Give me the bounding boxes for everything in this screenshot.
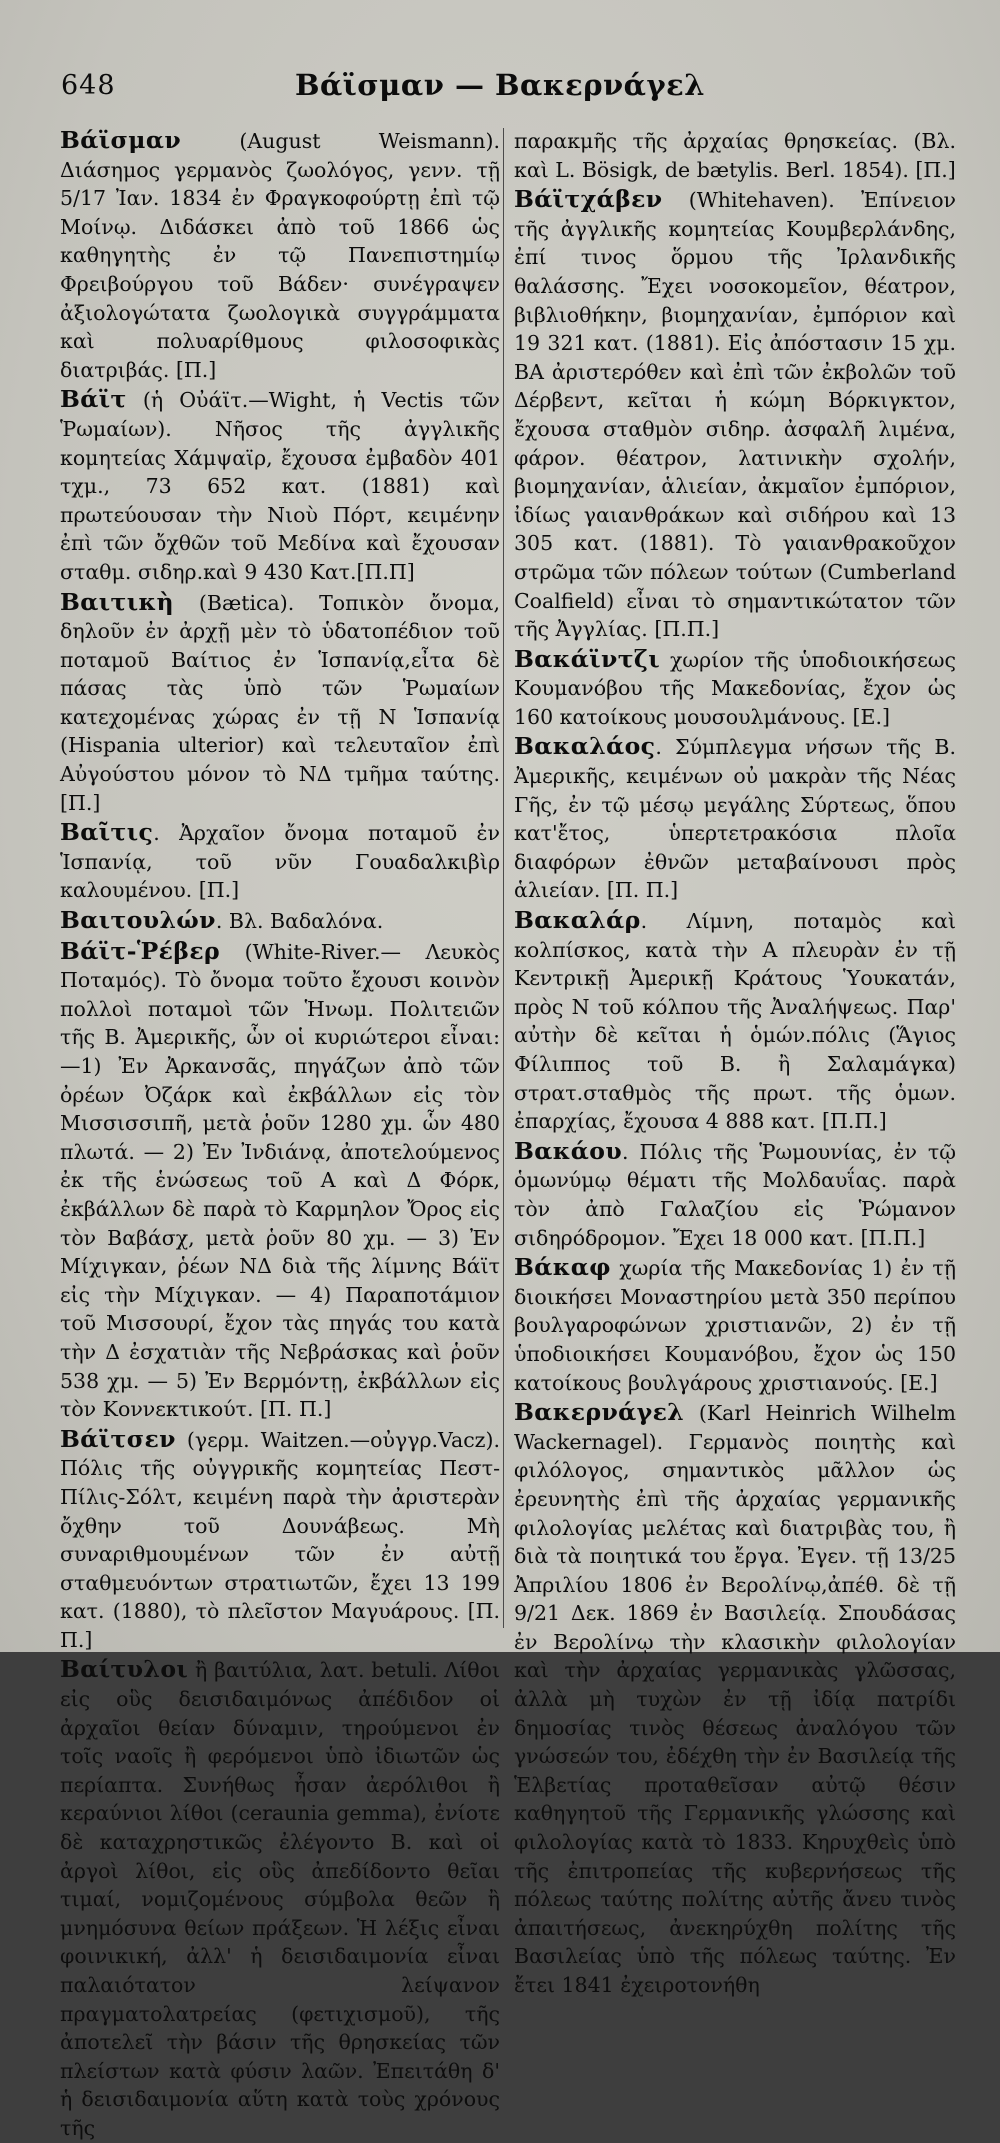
entry-headword: Βαῖτις <box>60 818 154 847</box>
entry <box>514 185 956 644</box>
entry-headword: Βακαλάρ <box>514 906 641 935</box>
entry-text: (Bætica). Τοπικὸν ὄνομα, δηλοῦν ἐν ἀρχῇ μὲν τὸ ὑδατοπέδιον τοῦ ποταμοῦ Βαίτιος ἐν Ἱσπανίᾳ,εἶτα δὲ πάσας τὰς ὑπὸ τῶν Ῥωμαίων κατεχομένας χώρας ἐν τῇ Ν Ἱσπανίᾳ (Hispania ulterior) καὶ τελευταῖον ἐπὶ Αὐγούστου μόνον τὸ ΝΔ τμῆμα ταύτης. [Π.] <box>60 590 500 815</box>
entry <box>60 1425 500 1655</box>
left-column <box>60 126 500 2140</box>
entry <box>60 906 500 936</box>
entry <box>514 1253 956 1397</box>
entry-headword: Βακερνάγελ <box>514 1398 685 1427</box>
entry-headword: Βάϊτ <box>60 385 127 414</box>
entry <box>514 732 956 905</box>
entry-headword: Βαιτουλών <box>60 906 216 935</box>
entry-headword: Βακαλάος <box>514 732 656 761</box>
entry-text: (White-River.— Λευκὸς Ποταμός). Τὸ ὄνομα τοῦτο ἔχουσι κοινὸν πολλοὶ ποταμοὶ τῶν Ἡνωμ. Πολιτειῶν τῆς Β. Ἀμερικῆς, ὧν οἱ κυριώτεροι εἶναι:—1) Ἐν Ἀρκανσᾶς, πηγάζων ἀπὸ τῶν ὀρέων Ὀζάρκ καὶ ἐκβάλλων εἰς τὸν Μισσισσιπῆ, μετὰ ῥοῦν 1280 χμ. ὧν 480 πλωτά. — 2) Ἐν Ἰνδιάνᾳ, ἀποτελούμενος ἐκ τῆς ἑνώσεως τοῦ Α καὶ Δ Φόρκ, ἐκβάλλων δὲ παρὰ τὸ Καρμηλον Ὄρος εἰς τὸν Βαβάσχ, μετὰ ῥοῦν 80 χμ. — 3) Ἐν Μίχιγκαν, ῥέων ΝΔ διὰ τῆς λίμνης Βάϊτ εἰς τὴν Μίχιγκαν. — 4) Παραποτάμιον τοῦ Μισσουρί, ἔχον τὰς πηγάς του κατὰ τὴν Δ ἐσχατιὰν τῆς Νεβράσκας καὶ ῥοῦν 538 χμ. — 5) Ἐν Βερμόντῃ, ἐκβάλλων εἰς τὸν Κοννεκτικούτ. [Π. Π.] <box>60 939 500 1422</box>
column-divider <box>503 128 504 1628</box>
entry-text: (Karl Heinrich Wilhelm Wackernagel). Γερμανὸς ποιητὴς καὶ φιλόλογος, σημαντικὸς μᾶλλον ὡς ἐρευνητὴς ἐπὶ τῆς ἀρχαίας γερμανικῆς φιλολογίας μελέτας καὶ διατριβὰς του, ἢ διὰ τὰ ποιητικά του ἔργα. Ἐγεν. τῇ 13/25 Ἀπριλίου 1806 ἐν Βερολίνῳ,ἀπέθ. δὲ τῇ 9/21 Δεκ. 1869 ἐν Βασιλείᾳ. Σπουδάσας ἐν Βερολίνῳ τὴν κλασικὴν φιλολογίαν καὶ τὴν ἀρχαίας γερμανικὰς γλῶσσας, ἀλλὰ μὴ τυχὼν ἐν τῇ ἰδίᾳ πατρίδι δημοσίας τινὸς θέσεως ἀναλόγου τῶν γνώσεών του, ἐδέχθη τὴν ἐν Βασιλείᾳ τῆς Ἑλβετίας προταθεῖσαν αὐτῷ θέσιν καθηγητοῦ τῆς Γερμανικῆς γλώσσης καὶ φιλολογίας κατὰ τὸ 1833. Κηρυχθεὶς ὑπὸ τῆς ἐπιτροπείας τῆς κυβερνήσεως τῆς πόλεως ταύτης πολίτης αὐτῆς ἄνευ τινὸς ἀπαιτήσεως, ἀνεκηρύχθη πολίτης τῆς Βασιλείας ὑπὸ τῆς πόλεως ταύτης. Ἐν ἔτει 1841 ἐχειροτονήθη <box>514 1401 956 1997</box>
entry-text: (Whitehaven). Ἐπίνειον τῆς ἀγγλικῆς κομητείας Κουμβερλάνδης, ἐπί τινος ὅρμου τῆς Ἰρλανδικῆς θαλάσσης. Ἔχει νοσοκομεῖον, θέατρον, βιβλιοθήκην, βιομηχανίαν, ἐμπόριον καὶ 19 321 κατ. (1881). Εἰς ἀπόστασιν 15 χμ. ΒΑ ἀριστερόθεν καὶ ἐπὶ τῶν ἐκβολῶν τοῦ Δέρβεντ, κεῖται ἡ κώμη Βόρκιγκτον, ἔχουσα σταθμὸν σιδηρ. ἀσφαλῆ λιμένα, φάρον. θέατρον, λατινικὴν σχολήν, βιομηχανίαν, ἁλιείαν, ἀκμαῖον ἐμπόριον, ἰδίως γαιανθράκων καὶ σιδήρου καὶ 13 305 κατ. (1881). Τὸ γαιανθρακοῦχον στρῶμα τῶν πόλεων τούτων (Cumberland Coalfield) εἶναι τὸ σημαντικώτατον τῶν τῆς Ἀγγλίας. [Π.Π.] <box>514 188 956 642</box>
entry-text: . Σύμπλεγμα νήσων τῆς Β. Ἀμερικῆς, κειμένων οὐ μακρὰν τῆς Νέας Γῆς, ἐν τῷ μέσῳ μεγάλης Σύρτεως, ὅπου κατ'ἔτος, ὑπερτετρακόσια πλοῖα διαφόρων ἐθνῶν μεταβαίνουσι πρὸς ἁλιείαν. [Π. Π.] <box>514 735 956 903</box>
entry-headword: Βάκαφ <box>514 1253 611 1282</box>
entry <box>60 1655 500 2142</box>
entry-text: (ἡ Οὐάϊτ.—Wight, ἡ Vectis τῶν Ῥωμαίων). Νῆσος τῆς ἀγγλικῆς κομητείας Χάμψαϊρ, ἔχουσα ἐμβαδὸν 401 τχμ., 73 652 κατ. (1881) καὶ πρωτεύουσαν τὴν Νιοὺ Πόρτ, κειμένην ἐπὶ τῶν ὄχθῶν τοῦ Μεδίνα καὶ ἔχουσαν σταθμ. σιδηρ.καὶ 9 430 Κατ.[Π.Π] <box>60 388 500 584</box>
entry-text: . Πόλις τῆς Ῥωμουνίας, ἐν τῷ ὁμωνύμῳ θέματι τῆς Μολδαυΐας. παρὰ τὸν ἀπὸ Γαλαζίου εἰς Ῥώμανον σιδηρόδρομον. Ἔχει 18 000 κατ. [Π.Π.] <box>514 1139 956 1250</box>
entry <box>60 126 500 384</box>
running-title: Βάϊσμαν — Βακερνάγελ <box>294 68 706 102</box>
entry-text: (August Weismann). Διάσημος γερμανὸς ζωολόγος, γενν. τῇ 5/17 Ἰαν. 1834 ἐν Φραγκοφούρτῃ ἐπὶ τῷ Μοίνῳ. Διδάσκει ἀπὸ τοῦ 1866 ὡς καθηγητὴς ἐν τῷ Πανεπιστημίῳ Φρειβούργου τοῦ Βάδεν· συνέγραψεν ἀξιολογώτατα ζωολογικὰ συγγράμματα καὶ πολυαρίθμους φιλοσοφικὰς διατριβάς. [Π.] <box>60 129 500 382</box>
entry-text: χωρία τῆς Μακεδονίας 1) ἐν τῇ διοικήσει Μοναστηρίου μετὰ 350 περίπου βουλγαροφώνων χριστιανῶν, 2) ἐν τῇ ὑποδιοικήσει Κουμανόβου, ἔχον ὡς 150 κατοίκους βουλγάρους χριστιανούς. [Ε.] <box>514 1256 956 1395</box>
entry-headword: Βάϊτσεν <box>60 1424 176 1453</box>
entry-headword: Βάϊσμαν <box>60 126 182 154</box>
entry-text: . Ἀρχαῖον ὄνομα ποταμοῦ ἐν Ἱσπανίᾳ, τοῦ νῦν Γουαδαλκιβὶρ καλουμένου. [Π.] <box>60 821 500 903</box>
page-header <box>55 70 945 110</box>
entry-text: χωρίον τῆς ὑποδιοικήσεως Κουμανόβου τῆς Μακεδονίας, ἔχον ὡς 160 κατοίκους μουσουλμάνους. [Ε.] <box>514 647 956 729</box>
entry-headword: Βαιτικὴ <box>60 587 175 616</box>
entry-headword: Βακάου <box>514 1136 623 1165</box>
right-column <box>514 126 956 1997</box>
entry <box>60 818 500 905</box>
page-number: 648 <box>61 70 116 101</box>
entry-text: . Λίμνη, ποταμὸς καὶ κολπίσκος, κατὰ τὴν Α πλευρὰν ἐν τῇ Κεντρικῇ Ἀμερικῇ Κράτους Ὑουκατάν, πρὸς Ν τοῦ κόλπου τῆς Ἀναλήψεως. Παρ' αὐτὴν δὲ κεῖται ἡ ὁμών.πόλις (Ἅγιος Φίλιππος τοῦ Β. ἢ Σαλαμάγκα) στρατ.σταθμὸς τῆς πρωτ. τῆς ὁμων. ἐπαρχίας, ἔχουσα 4 888 κατ. [Π.Π.] <box>514 909 956 1134</box>
entry <box>514 126 956 184</box>
entry <box>60 588 500 818</box>
entry-text: ἢ βαιτύλια, λατ. betuli. Λίθοι εἰς οὓς δεισιδαιμόνως ἀπέδιδον οἱ ἀρχαῖοι θείαν δύναμιν, τηρούμενοι ἐν τοῖς ναοῖς ἢ φερόμενοι ὑπὸ ἰδιωτῶν ὡς περίαπτα. Συνήθως ἦσαν ἀερόλιθοι ἢ κεραύνιοι λίθοι (ceraunia gemma), ἐνίοτε δὲ καταχρηστικῶς ἐλέγοντο Β. καὶ οἱ ἀργοὶ λίθοι, εἰς οὓς ἀπεδίδοντο θεῖαι τιμαί, νομιζομένους σύμβολα θεῶν ἢ μνημόσυνα θείων πράξεων. Ἡ λέξις εἶναι φοινικική, ἀλλ' ἡ δεισιδαιμονία εἶναι παλαιότατον λείψανον πραγματολατρείας (φετιχισμοῦ), τῆς ἀποτελεῖ τὴν βάσιν τῆς θρησκείας τῶν πλείστων κατὰ φύσιν λαῶν. Ἐπειτάθη δ' ἡ δεισιδαιμονία αὕτη κατὰ τοὺς χρόνους τῆς <box>60 1658 500 2140</box>
entry-headword: Βάϊτ-Ῥέβερ <box>60 936 221 965</box>
entry-headword: Βακάϊντζι <box>514 644 661 673</box>
entry-headword: Βάϊτχάβεν <box>514 185 663 214</box>
entry-text: . Βλ. Βαδαλόνα. <box>215 909 384 934</box>
entry <box>60 385 500 586</box>
entry <box>514 645 956 732</box>
entry-headword: Βαίτυλοι <box>60 1655 189 1684</box>
entry <box>514 906 956 1136</box>
entry-text: παρακμῆς τῆς ἀρχαίας θρησκείας. (Βλ. καὶ L. Bösigk, de bætylis. Berl. 1854). [Π.] <box>514 129 956 182</box>
entry <box>60 937 500 1424</box>
entry <box>514 1137 956 1252</box>
entry-text: (γερμ. Waitzen.—οὐγγρ.Vacz). Πόλις τῆς οὐγγρικῆς κομητείας Πεστ-Πίλις-Σόλτ, κειμένη παρὰ τὴν ἀριστερὰν ὄχθην τοῦ Δουνάβεως. Μὴ συναριθμουμένων τῶν ἐν αὐτῇ σταθμευόντων στρατιωτῶν, ἔχει 13 199 κατ. (1880), τὸ πλεῖστον Μαγυάρους. [Π. Π.] <box>60 1427 500 1652</box>
entry <box>514 1398 956 1999</box>
